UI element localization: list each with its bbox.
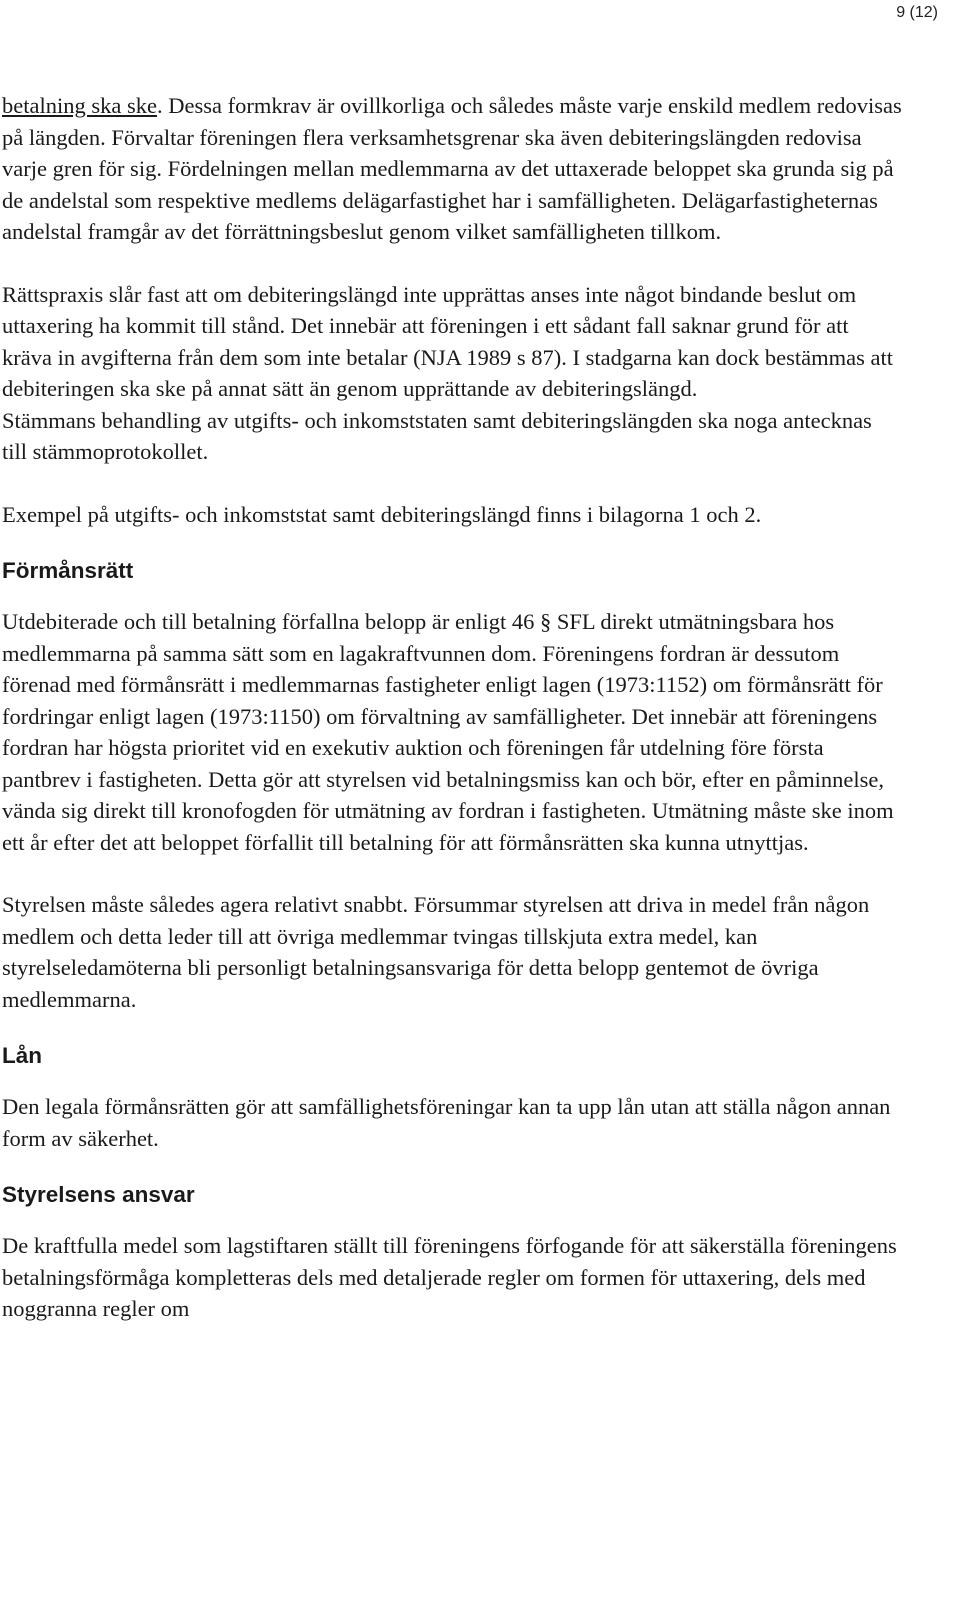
paragraph-utdebiterade-belopp: Utdebiterade och till betalning förfallna belopp är enligt 46 § SFL direkt utmätningsbara hos medlemmarna på samma sätt som en lagakraftvunnen dom. Föreningens fordran är dessutom förenad med förmånsrätt i medlemmarnas fastigheter enligt lagen (1973:1152) om förmånsrätt för fordringar enligt lagen (1973:1150) om förvaltning av samfälligheter. Det innebär att föreningens fordran har högsta prioritet vid en exekutiv auktion och föreningen får utdelning före första pantbrev i fastigheten. Detta gör att styrelsen vid betalningsmiss kan och bör, efter en påminnelse, vända sig direkt till kronofogden för utmätning av fordran i fastigheten. Utmätning måste ske inom ett år efter det att beloppet förfallit till betalning för att förmånsrätten ska kunna utnyttjas. — [2, 609, 894, 855]
paragraph-kraftfulla-medel: De kraftfulla medel som lagstiftaren ställt till föreningens förfogande för att säkerställa föreningens betalningsförmåga kompletteras dels med detaljerade regler om formen för uttaxering, dels med noggranna regler om — [2, 1233, 897, 1321]
link-betalning-ska-ske[interactable]: betalning ska ske — [2, 93, 157, 118]
paragraph-debitering-formkrav — [2, 90, 902, 248]
heading-lan: Lån — [2, 1043, 43, 1068]
document-body — [2, 90, 902, 1325]
heading-styrelsens-ansvar: Styrelsens ansvar — [2, 1182, 195, 1207]
paragraph-exempel-bilagor: Exempel på utgifts- och inkomststat samt debiteringslängd finns i bilagorna 1 och 2. — [2, 501, 762, 527]
paragraph-styrelsen-agera: Styrelsen måste således agera relativt snabbt. Försummar styrelsen att driva in medel från någon medlem och detta leder till att övriga medlemmar tvingas tillskjuta extra medel, kan styrelseledamöterna bli personligt betalningsansvariga för detta belopp gentemot de övriga medlemmarna. — [2, 892, 870, 1012]
paragraph-text: . Dessa formkrav är ovillkorliga och således måste varje enskild medlem redovisas på längden. Förvaltar föreningen flera verksamhetsgrenar ska även debiteringslängden redovisa varje gren för sig. Fördelningen mellan medlemmarna av det uttaxerade beloppet ska grunda sig på de andelstal som respektive medlems delägarfastighet har i samfälligheten. Delägarfastigheternas andelstal framgår av det förrättningsbeslut genom vilket samfälligheten tillkom. — [2, 93, 902, 244]
paragraph-stammans-behandling: Stämmans behandling av utgifts- och inkomststaten samt debiteringslängden ska noga antecknas till stämmoprotokollet. — [2, 407, 872, 464]
paragraph-legala-formansratt: Den legala förmånsrätten gör att samfällighetsföreningar kan ta upp lån utan att ställa någon annan form av säkerhet. — [2, 1094, 891, 1151]
paragraph-rattspraxis: Rättspraxis slår fast att om debiteringslängd inte upprättas anses inte något bindande beslut om uttaxering ha kommit till stånd. Det innebär att föreningen i ett sådant fall saknar grund för att kräva in avgifterna från dem som inte betalar (NJA 1989 s 87). I stadgarna kan dock bestämmas att debiteringen ska ske på annat sätt än genom upprättande av debiteringslängd. — [2, 281, 893, 401]
page-number: 9 (12) — [896, 4, 938, 21]
heading-formansratt: Förmånsrätt — [2, 558, 134, 583]
